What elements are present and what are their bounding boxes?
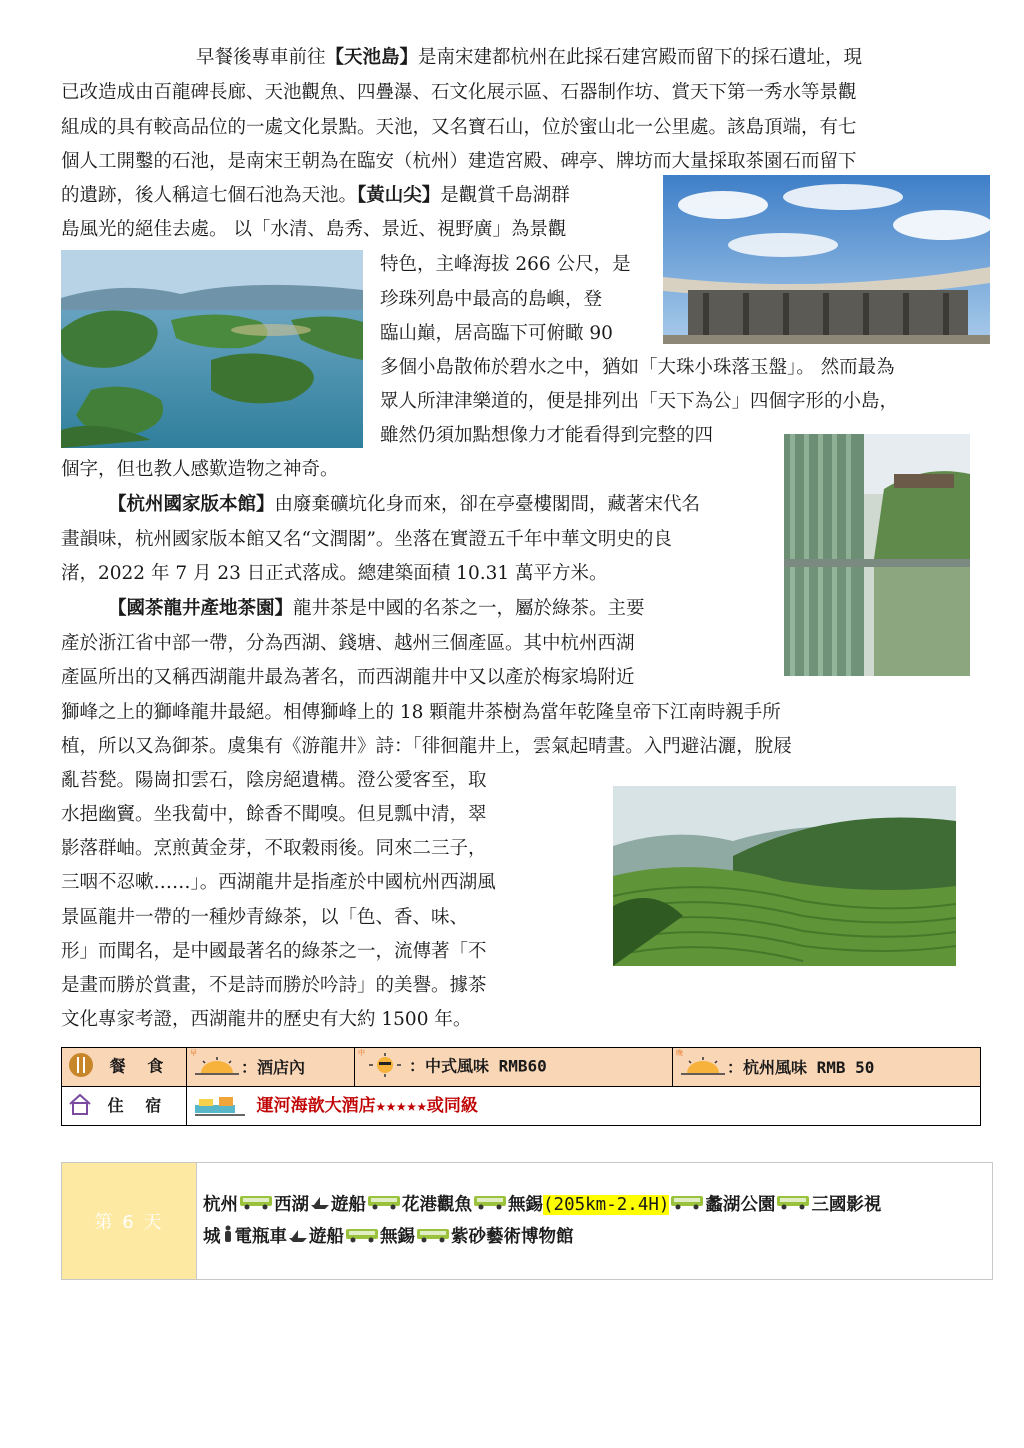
bus-icon [416, 1222, 450, 1254]
walking-icon [222, 1222, 234, 1254]
bus-icon [776, 1189, 810, 1221]
text-line: 【國茶龍井產地茶園】龍井茶是中國的名茶之一，屬於綠茶。主要 [108, 598, 645, 619]
sunset-icon [679, 1057, 727, 1079]
text-line: 個人工開鑿的石池，是南宋王朝為在臨安（杭州）建造宮殿、碑亭、牌坊而大量採取茶園石而留下 [61, 151, 857, 172]
text-line: 亂苔甃。陽崗扣雲石，陰房絕遺構。澄公愛客至，取 [61, 770, 487, 791]
text-line: 臨山巔，居高臨下可俯瞰 90 [380, 323, 613, 344]
text-line: 是畫而勝於賞畫，不是詩而勝於吟詩」的美譽。據茶 [61, 975, 487, 996]
boat-icon [288, 1222, 308, 1254]
meals-lodging-table [61, 1047, 981, 1126]
bus-icon [239, 1189, 273, 1221]
day-schedule-table [61, 1162, 993, 1280]
glass-reflection-pool-photo [784, 434, 970, 676]
text-line: 特色，主峰海拔 266 公尺，是 [380, 254, 631, 275]
dinner-cell: 晚 ：杭州風味 RMB 50 [673, 1048, 981, 1087]
text-line: 渚，2022 年 7 月 23 日正式落成。總建築面積 10.31 萬平方米。 [61, 563, 608, 584]
house-icon [68, 1093, 92, 1119]
text-line: 雖然仍須加點想像力才能看得到完整的四 [380, 425, 714, 446]
text-line: 產區所出的又稱西湖龍井最為著名，而西湖龍井中又以產於梅家塢附近 [61, 667, 635, 688]
text-line: 水挹幽竇。坐我蔔中，餘香不聞嗅。但見瓢中清，翠 [61, 804, 487, 825]
bus-icon [345, 1222, 379, 1254]
bus-icon [473, 1189, 507, 1221]
sunrise-icon [193, 1057, 241, 1079]
lunch-cell: 中 ：中式風味 RMB60 [355, 1048, 673, 1087]
text-line: 組成的具有較高品位的一處文化景點。天池，又名寶石山，位於蜜山北一公里處。該島頂端，有七 [61, 117, 857, 138]
sun-icon [361, 1053, 409, 1081]
text-line: 獅峰之上的獅峰龍井最絕。相傳獅峰上的 18 顆龍井茶樹為當年乾隆皇帝下江南時親手所 [61, 702, 781, 723]
heading-longjing-tea-garden: 【國茶龍井產地茶園】 [108, 598, 294, 619]
text-line: 影落群岫。烹煎黃金芽，不取穀雨後。同來二三子， [61, 838, 487, 859]
text-line: 早餐後專車前往【天池島】是南宋建都杭州在此採石建宮殿而留下的採石遺址，現 [196, 47, 863, 68]
day-route: 杭州 西湖 遊船 花港觀魚 無錫(205km-2.4H) 蠡湖公園 三國影視 城 電瓶車 遊船 無錫 紫砂藝術博物館 [197, 1163, 993, 1280]
text-line: 眾人所津津樂道的，便是排列出「天下為公」四個字形的小島， [380, 391, 899, 412]
text-line: 【杭州國家版本館】由廢棄礦坑化身而來，卻在亭臺樓閣間，藏著宋代名 [108, 494, 701, 515]
text-line: 文化專家考證，西湖龍井的歷史有大約 1500 年。 [61, 1009, 472, 1030]
heading-tianchi-island: 【天池島】 [325, 47, 419, 68]
text-line: 島風光的絕佳去處。 以「水清、島秀、景近、視野廣」為景觀 [61, 219, 567, 240]
fork-knife-icon [68, 1052, 94, 1082]
thousand-island-lake-photo [61, 250, 363, 448]
hotel-name: 運河海歆大酒店★★★★★或同級 [256, 1096, 478, 1117]
lodging-header: 住 宿 [62, 1087, 187, 1126]
text-line: 個字，但也教人感歎造物之神奇。 [61, 459, 339, 480]
text-line: 三咽不忍嗽……」。西湖龍井是指產於中國杭州西湖風 [61, 872, 496, 893]
distance-time-highlight: (205km-2.4H) [543, 1194, 670, 1215]
breakfast-cell: 早 ：酒店內 [187, 1048, 355, 1087]
text-line: 的遺跡，後人稱這七個石池為天池。【黃山尖】是觀賞千島湖群 [61, 185, 570, 206]
text-line: 植，所以又為御茶。虞集有《游龍井》詩：「徘徊龍井上，雲氣起晴晝。入門避沾灑，脫屐 [61, 736, 792, 757]
bus-icon [367, 1189, 401, 1221]
text-line: 已改造成由百龍碑長廊、天池觀魚、四疊瀑、石文化展示區、石器制作坊、賞天下第一秀水等景觀 [61, 82, 857, 103]
day-label: 第 6 天 [62, 1163, 197, 1280]
bus-icon [670, 1189, 704, 1221]
text-line: 珍珠列島中最高的島嶼，登 [380, 289, 603, 310]
text-line: 形」而聞名，是中國最著名的綠茶之一，流傳著「不 [61, 941, 487, 962]
text-line: 畫韻味，杭州國家版本館又名“文潤閣”。坐落在實證五千年中華文明史的良 [61, 529, 672, 550]
meals-header: 餐 食 [62, 1048, 187, 1087]
boat-icon [310, 1189, 330, 1221]
heading-huangshanjian: 【黃山尖】 [357, 185, 441, 206]
text-line: 產於浙江省中部一帶，分為西湖、錢塘、越州三個產區。其中杭州西湖 [61, 633, 635, 654]
longjing-tea-plantation-photo [613, 786, 956, 966]
text-line: 多個小島散佈於碧水之中，猶如「大珠小珠落玉盤」。 然而最為 [380, 357, 895, 378]
hangzhou-archives-building-photo [663, 175, 990, 344]
text-line: 景區龍井一帶的一種炒青綠茶，以「色、香、味、 [61, 907, 469, 928]
heading-hangzhou-archives: 【杭州國家版本館】 [108, 494, 275, 515]
hotel-bed-icon [193, 1093, 247, 1121]
hotel-cell [187, 1087, 981, 1126]
